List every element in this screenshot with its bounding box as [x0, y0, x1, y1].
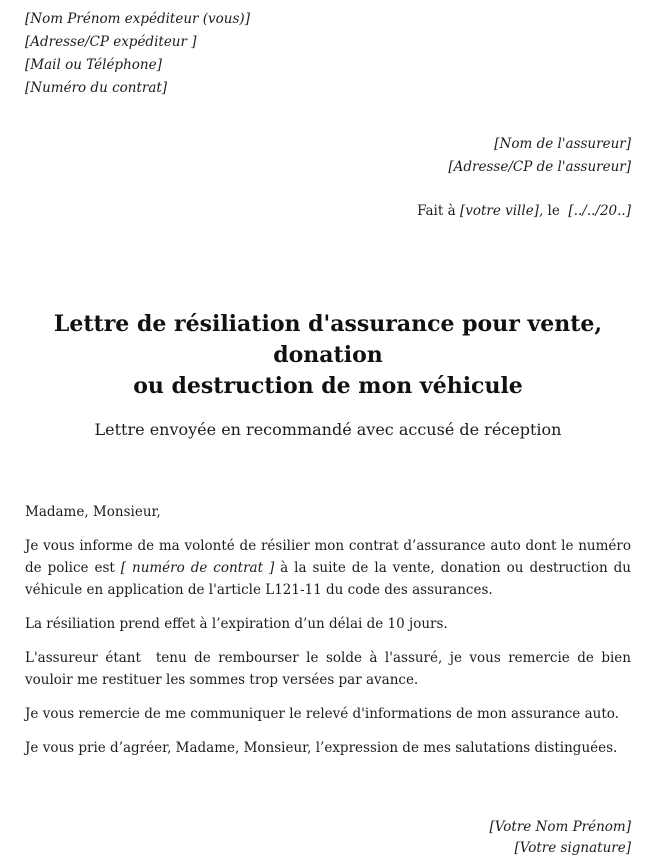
date-prefix: Fait à	[417, 203, 460, 219]
paragraph-contract-text-before: Je vous informe de ma volonté de résilier mon contrat d’assurance auto dont le numéro de police est	[25, 538, 631, 576]
paragraph-contract-text-after: à la suite de la vente, donation ou destruction du véhicule en application de l'article L121-11 du code des assurances.	[25, 560, 631, 598]
paragraph-delay: La résiliation prend effet à l’expiration d’un délai de 10 jours.	[25, 616, 448, 632]
paragraph-closing: Je vous prie d’agréer, Madame, Monsieur, l’expression de mes salutations distinguées.	[25, 740, 618, 756]
letter-title	[25, 309, 631, 402]
letter-body	[25, 501, 631, 759]
letter-title-line2: ou destruction de mon véhicule	[133, 373, 523, 399]
sender-address: [Adresse/CP expéditeur ]	[25, 34, 197, 50]
paragraph-statement: Je vous remercie de me communiquer le relevé d'informations de mon assurance auto.	[25, 706, 619, 722]
city-placeholder: [votre ville],	[459, 203, 544, 219]
recipient-address-block	[25, 133, 631, 179]
sender-address-block	[25, 8, 631, 100]
contract-number-placeholder: [ numéro de contrat ]	[120, 560, 275, 576]
date-placeholder: [../../20..]	[564, 203, 631, 219]
letter-subtitle: Lettre envoyée en recommandé avec accusé de réception	[94, 420, 562, 439]
recipient-address: [Adresse/CP de l'assureur]	[448, 159, 631, 175]
salutation: Madame, Monsieur,	[25, 504, 161, 520]
signature-block	[25, 817, 631, 859]
recipient-name: [Nom de l'assureur]	[494, 136, 631, 152]
letter-title-line1: Lettre de résiliation d'assurance pour vente, donation	[53, 311, 603, 368]
place-date-line	[25, 200, 631, 223]
sender-name: [Nom Prénom expéditeur (vous)]	[25, 11, 250, 27]
sender-contact: [Mail ou Téléphone]	[25, 57, 162, 73]
paragraph-contract	[25, 535, 631, 601]
sender-contract-number: [Numéro du contrat]	[25, 80, 168, 96]
paragraph-refund: L'assureur étant tenu de rembourser le solde à l'assuré, je vous remercie de bien vouloir me restituer les sommes trop versées par avance.	[25, 650, 631, 688]
date-middle: le	[543, 203, 565, 219]
signature-placeholder: [Votre signature]	[514, 840, 631, 856]
signature-name-placeholder: [Votre Nom Prénom]	[489, 819, 631, 835]
